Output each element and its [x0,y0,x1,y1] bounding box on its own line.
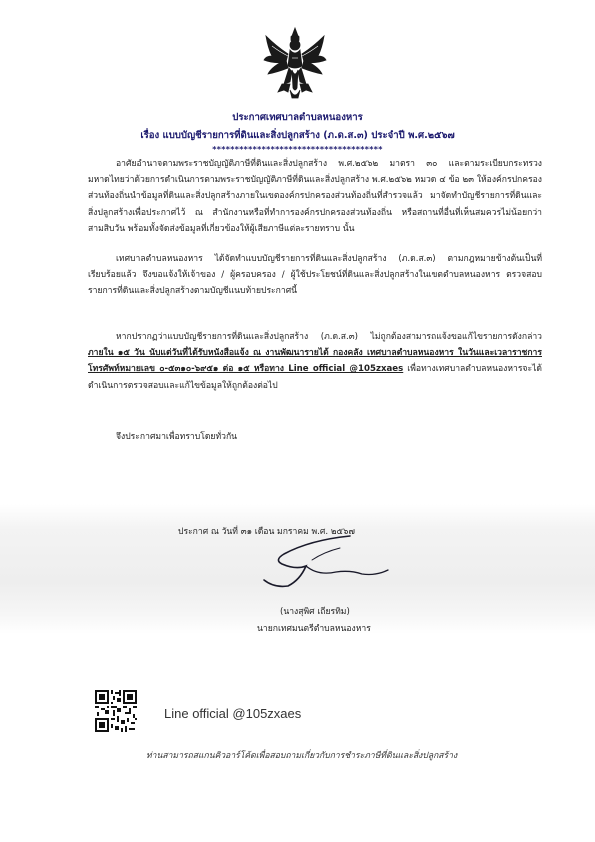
paragraph-3-contact-underlined: ภายใน ๑๕ วัน นับแต่วันที่ได้รับหนังสือแจ้ง ณ งานพัฒนารายได้ กองคลัง เทศบาลตำบลหนองหาร ในวันและเวลาราชการ โทรศัพท์หมายเลข ๐-๕๓๑๐-๖๙๕๑ ต่อ ๑๕ หรือทาง Line official @105zxaes [88,348,542,375]
paragraph-3 [88,329,542,394]
paragraph-3-outro: เพื่อทางเทศบาลตำบลหนองหารจะได้ดำเนินการตรวจสอบและแก้ไขข้อมูลให้ถูกต้องต่อไป [88,364,542,391]
handwritten-signature [200,530,430,590]
signer-title: นายกเทศมนตรีตำบลหนองหาร [257,624,371,634]
paragraph-1 [88,156,542,237]
paragraph-3-intro: หากปรากฏว่าแบบบัญชีรายการที่ดินและสิ่งปลูกสร้าง (ภ.ด.ส.๓) ไม่ถูกต้องสามารถแจ้งขอแก้ไขรายการดังกล่าว [116,332,542,342]
paragraph-2 [88,251,542,300]
paragraph-1-text: อาศัยอำนาจตามพระราชบัญญัติภาษีที่ดินและสิ่งปลูกสร้าง พ.ศ.๒๕๖๒ มาตรา ๓๐ และตามระเบียบกระทรวงมหาดไทยว่าด้วยการดำเนินการตามพระราชบัญญัติภาษีที่ดินและสิ่งปลูกสร้าง พ.ศ.๒๕๖๒ หมวด ๔ ข้อ ๒๓ ให้องค์กรปกครองส่วนท้องถิ่นนำข้อมูลที่ดินและสิ่งปลูกสร้างภายในเขตองค์กรปกครองส่วนท้องถิ่นที่สำรวจแล้ว มาจัดทำบัญชีรายการที่ดินและสิ่งปลูกสร้างเพื่อประกาศไว้ ณ สำนักงานหรือที่ทำการองค์กรปกครองส่วนท้องถิ่น หรือสถานที่อื่นที่เห็นสมควรไม่น้อยกว่าสามสิบวัน พร้อมทั้งจัดส่งข้อมูลที่เกี่ยวข้องให้ผู้เสียภาษีแต่ละรายทราบ นั้น [88,159,542,234]
paragraph-2-text: เทศบาลตำบลหนองหาร ได้จัดทำแบบบัญชีรายการที่ดินและสิ่งปลูกสร้าง (ภ.ด.ส.๓) ตามกฎหมายข้างต้นเป็นที่เรียบร้อยแล้ว จึงขอแจ้งให้เจ้าของ / ผู้ครอบครอง / ผู้ใช้ประโยชน์ที่ดินและสิ่งปลูกสร้างในเขตตำบลหนองหาร ตรวจสอบรายการที่ดินและสิ่งปลูกสร้างตามบัญชีแนบท้ายประกาศนี้ [88,254,542,297]
line-official-label: Line official @105zxaes [164,706,302,721]
signer-name: (นางสุพิศ เถียรทิม) [280,607,350,617]
paragraph-4-text: จึงประกาศมาเพื่อทราบโดยทั่วกัน [116,432,238,442]
announcement-title: ประกาศเทศบาลตำบลหนองหาร [232,112,363,123]
announcement-date: ประกาศ ณ วันที่ ๓๑ เดือน มกราคม พ.ศ. ๒๕๖๗ [178,527,355,537]
announcement-subject: เรื่อง แบบบัญชีรายการที่ดินและสิ่งปลูกสร้าง (ภ.ด.ส.๓) ประจำปี พ.ศ.๒๕๖๗ [140,130,455,141]
garuda-emblem-icon [262,26,328,102]
qr-code-icon[interactable] [95,690,137,732]
paragraph-4 [88,429,542,445]
separator-stars: ************************************** [212,145,383,154]
qr-instruction-note: ท่านสามารถสแกนคิวอาร์โค้ดเพื่อสอบถามเกี่ยวกับการชำระภาษีที่ดินและสิ่งปลูกสร้าง [146,751,458,761]
